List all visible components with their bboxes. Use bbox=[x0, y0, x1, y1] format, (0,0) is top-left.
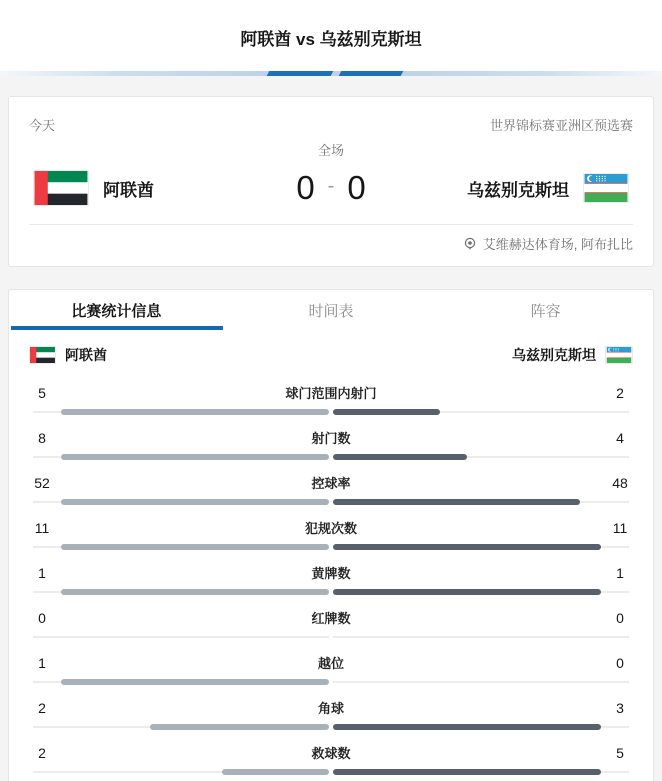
score bbox=[286, 169, 375, 207]
stat-label: 救球数 bbox=[311, 746, 351, 761]
stat-label: 射门数 bbox=[311, 431, 351, 446]
score-separator: - bbox=[327, 174, 335, 197]
away-value: 48 bbox=[612, 475, 628, 491]
stat-row bbox=[9, 512, 653, 557]
page-title: 阿联酋 vs 乌兹别克斯坦 bbox=[240, 30, 422, 49]
tab-lineups[interactable]: 阵容 bbox=[530, 302, 561, 320]
stat-row bbox=[9, 737, 653, 781]
page-header bbox=[0, 0, 662, 71]
location-pin-icon bbox=[463, 237, 477, 251]
away-value: 11 bbox=[612, 520, 628, 536]
home-bar bbox=[222, 769, 329, 775]
stat-row bbox=[9, 467, 653, 512]
away-team-name: 乌兹别克斯坦 bbox=[467, 180, 570, 200]
uae-flag-icon bbox=[29, 346, 56, 364]
stat-label: 越位 bbox=[317, 656, 344, 671]
stat-row bbox=[9, 377, 653, 422]
stat-label: 黄牌数 bbox=[311, 566, 351, 581]
away-value: 3 bbox=[616, 700, 624, 716]
stat-bar bbox=[33, 454, 629, 460]
competition-name: 世界锦标赛亚洲区预选赛 bbox=[489, 118, 633, 133]
stat-bar bbox=[33, 589, 629, 595]
stats-away-team-name: 乌兹别克斯坦 bbox=[512, 347, 596, 363]
tab-bar bbox=[9, 290, 653, 330]
stat-bar bbox=[33, 544, 629, 550]
tab-timeline[interactable]: 时间表 bbox=[308, 302, 354, 320]
uae-flag-icon bbox=[33, 170, 89, 206]
away-value: 4 bbox=[616, 430, 624, 446]
home-team-name: 阿联酋 bbox=[103, 180, 154, 200]
home-value: 2 bbox=[38, 745, 46, 761]
away-value: 0 bbox=[616, 655, 624, 671]
stat-label: 控球率 bbox=[311, 476, 351, 491]
away-value: 2 bbox=[616, 385, 624, 401]
home-value: 2 bbox=[38, 700, 46, 716]
venue-text: 艾维赫达体育场, 阿布扎比 bbox=[482, 237, 633, 252]
uzbekistan-flag-icon bbox=[583, 173, 629, 203]
home-value: 52 bbox=[34, 475, 50, 491]
scoreboard-card bbox=[8, 96, 654, 267]
stat-label: 角球 bbox=[317, 701, 344, 716]
away-value: 5 bbox=[616, 745, 624, 761]
home-value: 1 bbox=[38, 565, 46, 581]
stat-row bbox=[9, 422, 653, 467]
home-bar bbox=[61, 544, 329, 550]
stat-bar bbox=[33, 409, 629, 415]
match-date: 今天 bbox=[29, 118, 56, 133]
home-value: 11 bbox=[34, 520, 50, 536]
stat-label: 球门范围内射门 bbox=[285, 386, 377, 401]
uzbekistan-flag-icon bbox=[605, 346, 633, 364]
home-bar bbox=[61, 409, 329, 415]
away-bar bbox=[333, 454, 467, 460]
stat-row bbox=[9, 557, 653, 602]
stats-away-team bbox=[512, 345, 633, 365]
away-score: 0 bbox=[347, 169, 366, 206]
match-period: 全场 bbox=[317, 143, 344, 158]
stats-card bbox=[8, 289, 654, 781]
stat-bar bbox=[33, 679, 629, 685]
stat-row bbox=[9, 602, 653, 647]
home-bar bbox=[61, 454, 329, 460]
stats-list bbox=[9, 372, 653, 781]
away-value: 0 bbox=[616, 610, 624, 626]
home-score: 0 bbox=[296, 169, 315, 206]
away-bar bbox=[333, 589, 601, 595]
stat-bar bbox=[33, 724, 629, 730]
stat-label: 犯规次数 bbox=[304, 521, 357, 536]
stats-home-team-name: 阿联酋 bbox=[65, 347, 107, 363]
home-bar bbox=[150, 724, 329, 730]
decorative-ribbon bbox=[0, 71, 662, 76]
stat-bar bbox=[33, 499, 629, 505]
away-bar bbox=[333, 544, 601, 550]
away-bar bbox=[333, 769, 601, 775]
stat-label: 红牌数 bbox=[311, 611, 351, 626]
tab-match-stats[interactable]: 比赛统计信息 bbox=[9, 290, 224, 330]
ribbon-segment bbox=[339, 71, 404, 76]
away-value: 1 bbox=[616, 565, 624, 581]
home-bar bbox=[61, 499, 329, 505]
stat-bar bbox=[33, 634, 629, 640]
away-bar bbox=[333, 499, 580, 505]
home-value: 8 bbox=[38, 430, 46, 446]
home-bar bbox=[61, 679, 329, 685]
ribbon-segment bbox=[267, 71, 334, 76]
home-value: 1 bbox=[38, 655, 46, 671]
stats-home-team bbox=[29, 345, 107, 365]
away-bar bbox=[333, 409, 440, 415]
away-bar bbox=[333, 724, 601, 730]
home-value: 5 bbox=[38, 385, 46, 401]
home-bar bbox=[61, 589, 329, 595]
stat-row bbox=[9, 647, 653, 692]
stat-row bbox=[9, 692, 653, 737]
stat-bar bbox=[33, 769, 629, 775]
home-value: 0 bbox=[38, 610, 46, 626]
